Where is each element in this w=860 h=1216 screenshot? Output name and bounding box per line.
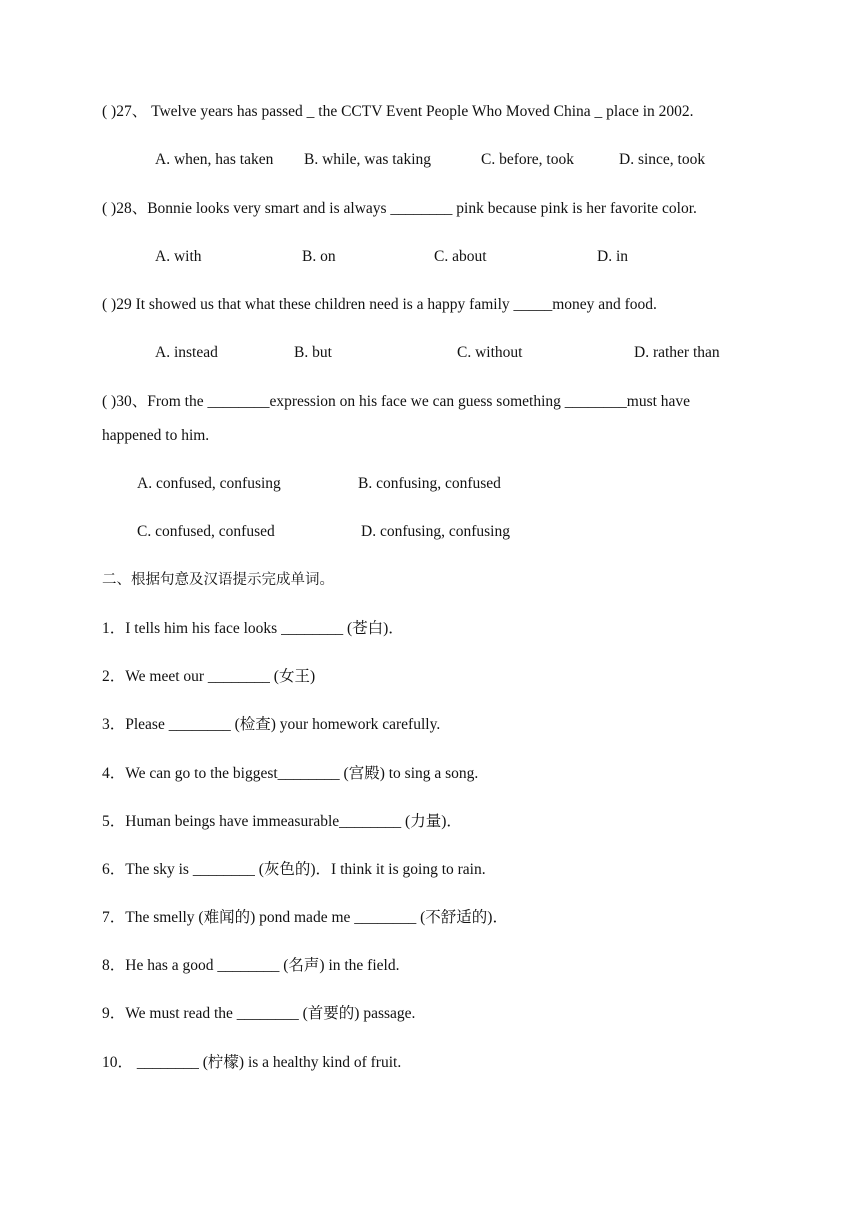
question-27-option-b: B. while, was taking <box>304 151 431 168</box>
question-28-option-c: C. about <box>434 248 487 265</box>
question-30-stem: ( )30、From the ________expression on his face we can guess something ________must have <box>102 393 691 410</box>
question-30-stem-continuation: happened to him. <box>102 427 210 444</box>
question-29-stem: ( )29 It showed us that what these children need is a happy family _____money and food. <box>102 296 657 313</box>
fill-item-4: 4．We can go to the biggest________ (宫殿) to sing a song. <box>102 765 479 782</box>
question-27-option-c: C. before, took <box>481 151 574 168</box>
fill-item-10: 10． ________ (柠檬) is a healthy kind of fruit. <box>102 1054 402 1071</box>
question-30-option-d: D. confusing, confusing <box>361 523 510 540</box>
question-29-option-a: A. instead <box>155 344 218 361</box>
question-27-option-a: A. when, has taken <box>155 151 274 168</box>
question-30-option-a: A. confused, confusing <box>137 475 281 492</box>
fill-item-9: 9．We must read the ________ (首要的) passage. <box>102 1005 416 1022</box>
question-27-option-d: D. since, took <box>619 151 706 168</box>
question-29-option-d: D. rather than <box>634 344 720 361</box>
section-2-heading: 二、根据句意及汉语提示完成单词。 <box>102 572 334 588</box>
question-29-option-b: B. but <box>294 344 332 361</box>
fill-item-7: 7．The smelly (难闻的) pond made me ________ (不舒适的)． <box>102 909 508 926</box>
question-29-option-c: C. without <box>457 344 523 361</box>
fill-item-5: 5．Human beings have immeasurable________ (力量)． <box>102 813 462 830</box>
question-30-option-c: C. confused, confused <box>137 523 275 540</box>
question-27-stem: ( )27、 Twelve years has passed _ the CCTV Event People Who Moved China _ place in 2002. <box>102 103 694 120</box>
fill-item-3: 3．Please ________ (检查) your homework carefully. <box>102 716 441 733</box>
question-28-option-d: D. in <box>597 248 628 265</box>
question-30-option-b: B. confusing, confused <box>358 475 501 492</box>
question-28-stem: ( )28、Bonnie looks very smart and is always ________ pink because pink is her favorite color. <box>102 200 697 217</box>
fill-item-2: 2．We meet our ________ (女王) <box>102 668 316 685</box>
fill-item-6: 6．The sky is ________ (灰色的)．I think it is going to rain. <box>102 861 486 878</box>
fill-item-1: 1．I tells him his face looks ________ (苍白)． <box>102 620 404 637</box>
question-28-option-b: B. on <box>302 248 336 265</box>
fill-item-8: 8．He has a good ________ (名声) in the field. <box>102 957 400 974</box>
question-28-option-a: A. with <box>155 248 202 265</box>
